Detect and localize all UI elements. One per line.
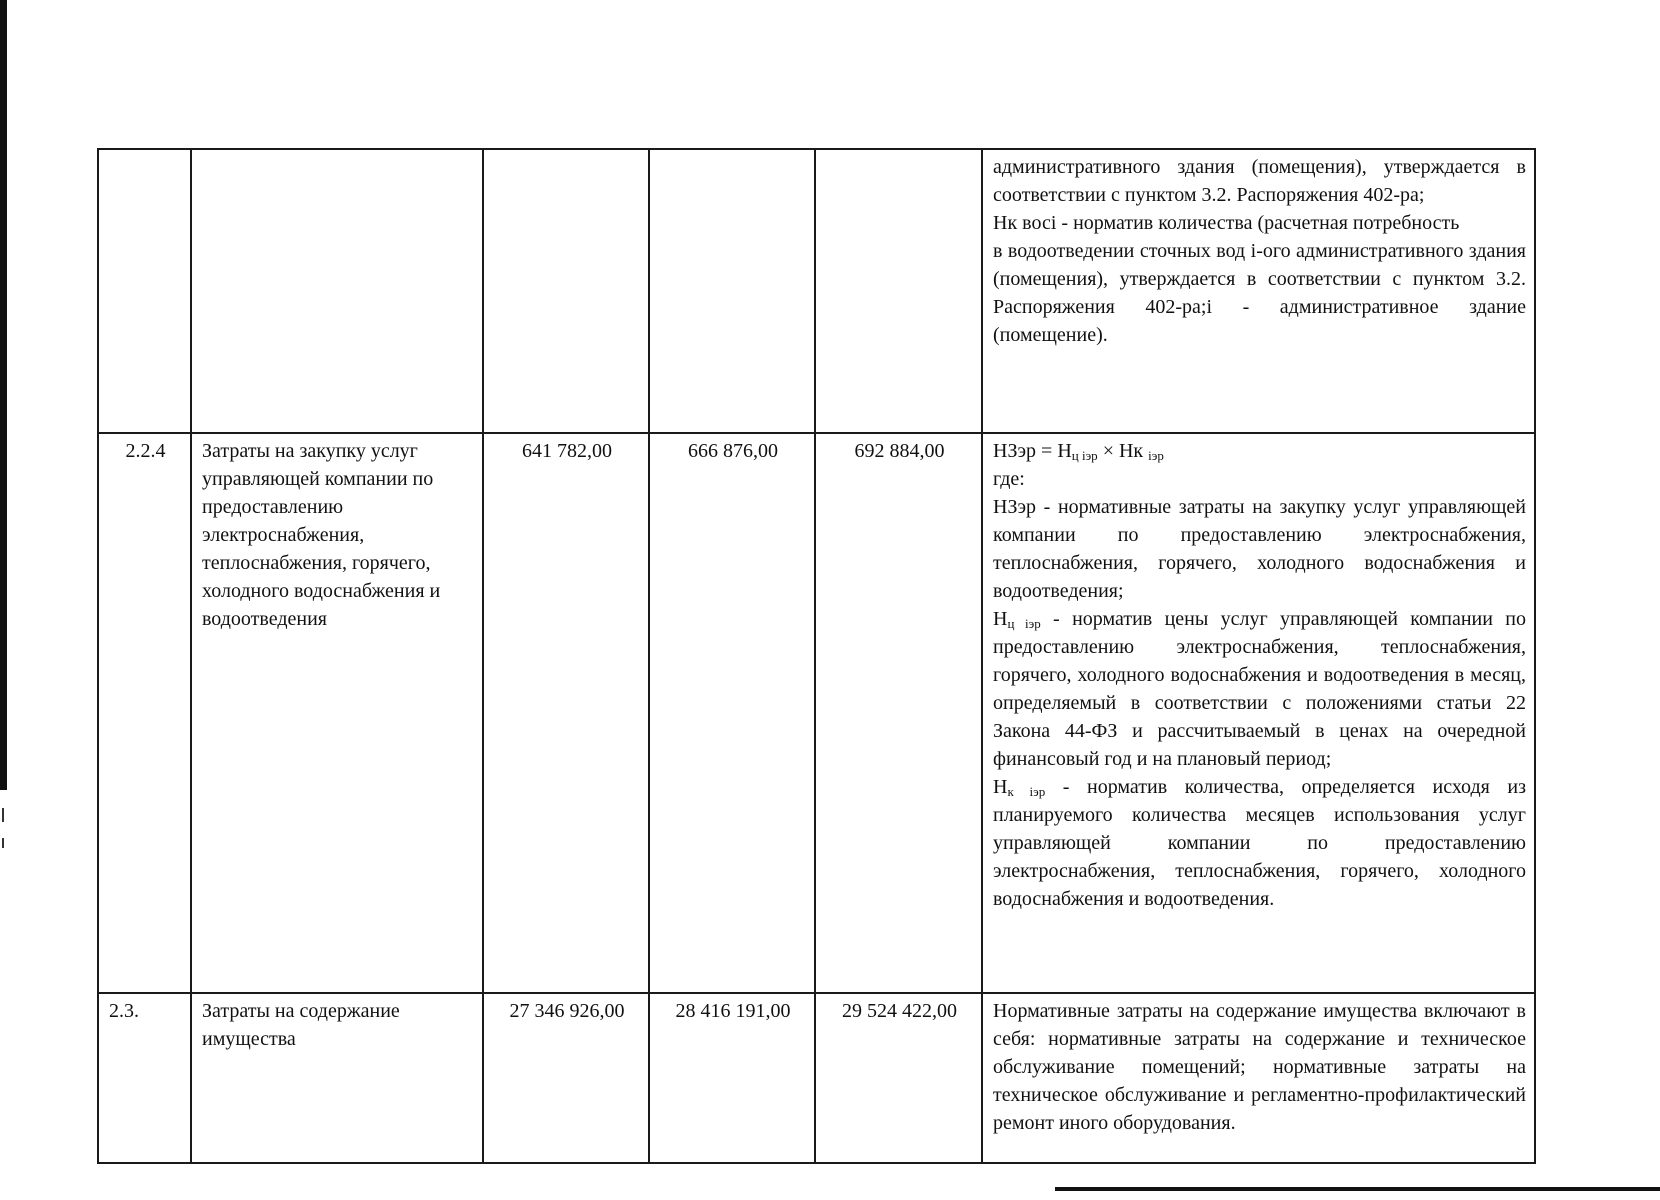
row-description (982, 993, 1535, 1163)
scan-edge-left (0, 0, 7, 790)
description-paragraph: НЗэр - нормативные затраты на закупку услуг управляющей компании по предоставлению электроснабжения, теплоснабжения, горячего, холодного водоснабжения и водоотведения; (993, 496, 1526, 602)
row-description (982, 433, 1535, 993)
table-row (98, 149, 1535, 433)
formula: НЗэр = $Н_{ц iэр}$ × Нк $_{iэр}$ (993, 440, 1164, 463)
value-year-3 (815, 149, 982, 433)
formula-where: где: (993, 468, 1025, 490)
scan-edge-bottom (1055, 1187, 1660, 1191)
table-row (98, 993, 1535, 1163)
description-paragraph: в водоотведении сточных вод i-ого административного здания (помещения), утверждается в соответствии с пунктом 3.2. Распоряжения 402-ра;i - административное здание (помещение). (993, 240, 1526, 346)
scan-mark (2, 838, 4, 848)
row-number: 2.2.4 (98, 433, 191, 993)
value-year-2 (649, 149, 815, 433)
description-paragraph: административного здания (помещения), утверждается в соответствии с пунктом 3.2. Распоряжения 402-ра; (993, 156, 1526, 206)
value-year-1: 27 346 926,00 (483, 993, 649, 1163)
value-year-3: 692 884,00 (815, 433, 982, 993)
description-paragraph: Нк восi - норматив количества (расчетная потребность (993, 212, 1460, 234)
value-year-2: 666 876,00 (649, 433, 815, 993)
row-name (191, 149, 483, 433)
description-paragraph: $Н_{к iэр}$ - норматив количества, определяется исходя из планируемого количества месяцев использования услуг управляющей компании по предоставлению электроснабжения, теплоснабжения, горячего, холодного водоснабжения и водоотведения. (993, 776, 1527, 910)
value-year-3: 29 524 422,00 (815, 993, 982, 1163)
value-year-1 (483, 149, 649, 433)
scan-mark (2, 808, 4, 822)
description-paragraph: Нормативные затраты на содержание имущества включают в себя: нормативные затраты на содержание и техническое обслуживание помещений; нормативные затраты на техническое обслуживание и регламентно-профилактический ремонт иного оборудования. (993, 1000, 1526, 1134)
row-description (982, 149, 1535, 433)
value-year-1: 641 782,00 (483, 433, 649, 993)
description-paragraph: $Н_{ц iэр}$ - норматив цены услуг управляющей компании по предоставлению электроснабжения, теплоснабжения, горячего, холодного водоснабжения и водоотведения в месяц, определяемый в соответствии с положениями статьи 22 Закона 44-ФЗ и рассчитываемый в ценах на очередной финансовый год и на плановый период; (993, 608, 1526, 770)
value-year-2: 28 416 191,00 (649, 993, 815, 1163)
table-row (98, 433, 1535, 993)
row-number (98, 149, 191, 433)
cost-norms-table (97, 148, 1536, 1164)
row-name: Затраты на содержание имущества (191, 993, 483, 1163)
row-number: 2.3. (98, 993, 191, 1163)
row-name: Затраты на закупку услуг управляющей компании по предоставлению электроснабжения, теплоснабжения, горячего, холодного водоснабжения и водоотведения (191, 433, 483, 993)
norm-symbol: Нк восi (993, 212, 1057, 234)
